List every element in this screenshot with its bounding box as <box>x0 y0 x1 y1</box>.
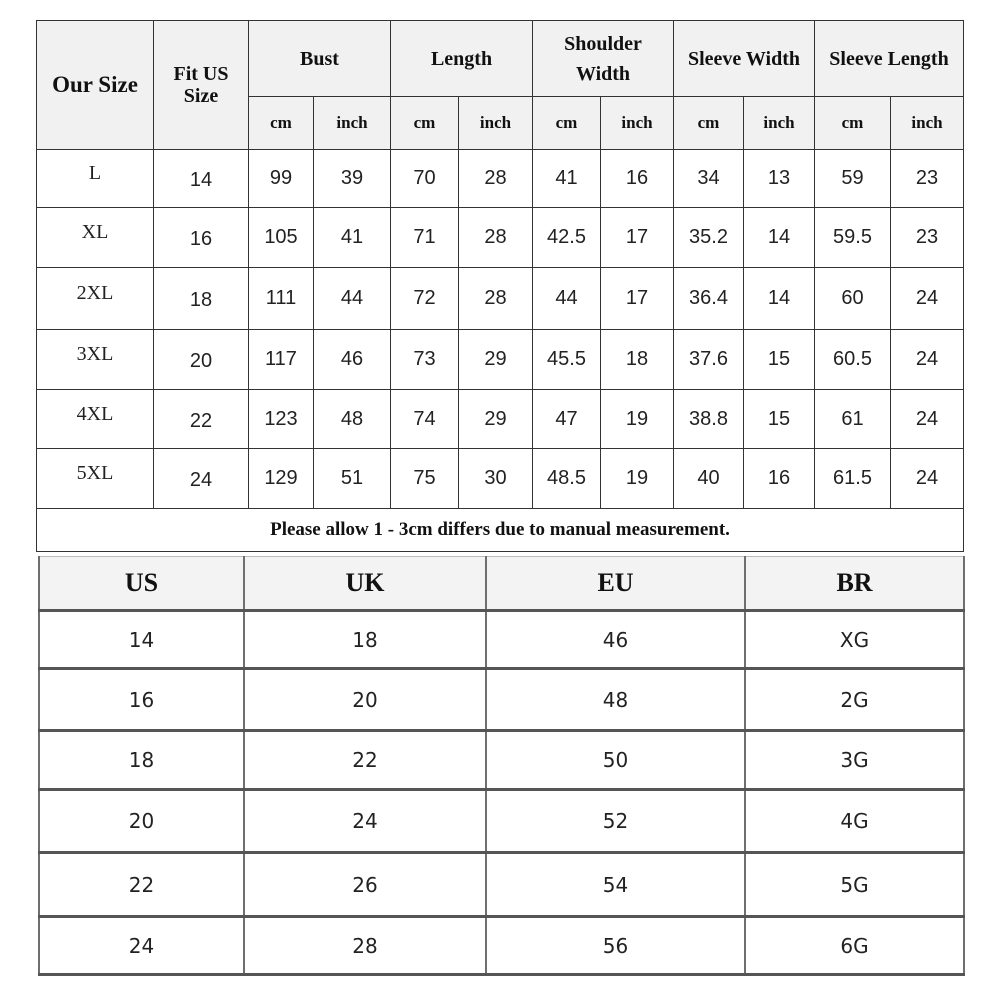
length-cm-header: cm <box>391 97 459 150</box>
fit-us-cell: 18 <box>154 268 249 330</box>
length-cm-cell: 72 <box>391 268 459 330</box>
br-cell: 2G <box>745 669 964 731</box>
length-cm-cell: 71 <box>391 208 459 268</box>
shoulder-header-line1: Shoulder <box>564 32 642 55</box>
us-cell: 20 <box>39 790 244 853</box>
us-header: US <box>39 557 244 611</box>
bust-header: Bust <box>249 21 391 97</box>
br-cell: 6G <box>745 917 964 975</box>
fit-us-cell: 14 <box>154 150 249 208</box>
table-row <box>37 449 964 509</box>
us-cell: 16 <box>39 669 244 731</box>
note-row <box>37 509 964 552</box>
length-inch-header: inch <box>459 97 533 150</box>
bust-inch-cell: 39 <box>314 150 391 208</box>
bust-cm-cell: 99 <box>249 150 314 208</box>
table-row <box>39 731 964 790</box>
size-label-cell: 3XL <box>37 330 154 390</box>
eu-cell: 56 <box>486 917 745 975</box>
size-chart-header <box>37 21 964 150</box>
sleeve-width-inch-cell: 14 <box>744 208 815 268</box>
sleeve-length-cm-header: cm <box>815 97 891 150</box>
sleeve-length-cm-cell: 60 <box>815 268 891 330</box>
sleeve-length-inch-cell: 24 <box>891 268 964 330</box>
uk-header: UK <box>244 557 486 611</box>
shoulder-inch-cell: 19 <box>601 449 674 509</box>
sleeve-length-inch-cell: 24 <box>891 330 964 390</box>
bust-cm-cell: 117 <box>249 330 314 390</box>
bust-cm-cell: 105 <box>249 208 314 268</box>
shoulder-inch-cell: 17 <box>601 268 674 330</box>
sleeve-length-cm-cell: 61 <box>815 390 891 449</box>
sleeve-length-cm-cell: 60.5 <box>815 330 891 390</box>
us-cell: 24 <box>39 917 244 975</box>
sleeve-width-header: Sleeve Width <box>674 21 815 97</box>
length-inch-cell: 28 <box>459 208 533 268</box>
sleeve-width-cm-header: cm <box>674 97 744 150</box>
shoulder-cm-cell: 42.5 <box>533 208 601 268</box>
size-label-cell: XL <box>37 208 154 268</box>
us-cell: 18 <box>39 731 244 790</box>
sleeve-length-inch-cell: 23 <box>891 150 964 208</box>
conversion-body <box>39 611 964 975</box>
shoulder-cm-cell: 41 <box>533 150 601 208</box>
table-row <box>39 669 964 731</box>
table-row <box>37 208 964 268</box>
size-conversion-table <box>38 556 965 976</box>
length-inch-cell: 30 <box>459 449 533 509</box>
uk-cell: 24 <box>244 790 486 853</box>
us-cell: 14 <box>39 611 244 669</box>
br-cell: XG <box>745 611 964 669</box>
shoulder-cm-header: cm <box>533 97 601 150</box>
bust-inch-cell: 44 <box>314 268 391 330</box>
shoulder-inch-cell: 17 <box>601 208 674 268</box>
length-cm-cell: 74 <box>391 390 459 449</box>
length-header: Length <box>391 21 533 97</box>
us-cell: 22 <box>39 853 244 917</box>
fit-us-cell: 20 <box>154 330 249 390</box>
bust-inch-cell: 48 <box>314 390 391 449</box>
uk-cell: 18 <box>244 611 486 669</box>
shoulder-inch-cell: 16 <box>601 150 674 208</box>
eu-cell: 48 <box>486 669 745 731</box>
bust-inch-cell: 51 <box>314 449 391 509</box>
length-cm-cell: 73 <box>391 330 459 390</box>
shoulder-inch-header: inch <box>601 97 674 150</box>
table-row <box>37 268 964 330</box>
sleeve-width-cm-cell: 37.6 <box>674 330 744 390</box>
shoulder-inch-cell: 19 <box>601 390 674 449</box>
bust-cm-header: cm <box>249 97 314 150</box>
fit-us-header-line2: Size <box>183 85 219 107</box>
sleeve-length-cm-cell: 59.5 <box>815 208 891 268</box>
br-cell: 4G <box>745 790 964 853</box>
shoulder-cm-cell: 47 <box>533 390 601 449</box>
shoulder-cm-cell: 44 <box>533 268 601 330</box>
size-chart-body <box>37 150 964 552</box>
bust-cm-cell: 111 <box>249 268 314 330</box>
table-row <box>37 150 964 208</box>
bust-cm-cell: 123 <box>249 390 314 449</box>
uk-cell: 20 <box>244 669 486 731</box>
sleeve-length-header: Sleeve Length <box>815 21 964 97</box>
table-row <box>39 917 964 975</box>
size-label-cell: L <box>37 150 154 208</box>
bust-cm-cell: 129 <box>249 449 314 509</box>
eu-cell: 46 <box>486 611 745 669</box>
sleeve-length-cm-cell: 59 <box>815 150 891 208</box>
bust-inch-header: inch <box>314 97 391 150</box>
fit-us-header-line1: Fit US <box>173 63 229 85</box>
length-inch-cell: 28 <box>459 268 533 330</box>
length-inch-cell: 29 <box>459 390 533 449</box>
shoulder-cm-cell: 48.5 <box>533 449 601 509</box>
length-inch-cell: 29 <box>459 330 533 390</box>
table-row <box>39 790 964 853</box>
size-label-cell: 5XL <box>37 449 154 509</box>
size-chart-table <box>36 20 964 552</box>
eu-cell: 54 <box>486 853 745 917</box>
shoulder-inch-cell: 18 <box>601 330 674 390</box>
table-row <box>37 390 964 449</box>
fit-us-cell: 22 <box>154 390 249 449</box>
br-cell: 3G <box>745 731 964 790</box>
length-inch-cell: 28 <box>459 150 533 208</box>
table-row <box>37 330 964 390</box>
sleeve-width-cm-cell: 36.4 <box>674 268 744 330</box>
eu-cell: 50 <box>486 731 745 790</box>
sleeve-width-inch-cell: 13 <box>744 150 815 208</box>
measurement-note: Please allow 1 - 3cm differs due to manual measurement. <box>37 509 964 552</box>
sleeve-length-inch-cell: 23 <box>891 208 964 268</box>
sleeve-width-inch-cell: 15 <box>744 330 815 390</box>
sleeve-length-cm-cell: 61.5 <box>815 449 891 509</box>
sleeve-width-inch-cell: 14 <box>744 268 815 330</box>
sleeve-width-cm-cell: 35.2 <box>674 208 744 268</box>
length-cm-cell: 70 <box>391 150 459 208</box>
fit-us-cell: 16 <box>154 208 249 268</box>
length-cm-cell: 75 <box>391 449 459 509</box>
sleeve-width-inch-cell: 16 <box>744 449 815 509</box>
sleeve-width-cm-cell: 38.8 <box>674 390 744 449</box>
size-label-cell: 4XL <box>37 390 154 449</box>
eu-header: EU <box>486 557 745 611</box>
shoulder-cm-cell: 45.5 <box>533 330 601 390</box>
sleeve-length-inch-header: inch <box>891 97 964 150</box>
sleeve-length-inch-cell: 24 <box>891 449 964 509</box>
shoulder-width-header <box>533 21 674 97</box>
eu-cell: 52 <box>486 790 745 853</box>
uk-cell: 22 <box>244 731 486 790</box>
sleeve-width-cm-cell: 40 <box>674 449 744 509</box>
fit-us-size-header <box>154 21 249 150</box>
sleeve-width-inch-header: inch <box>744 97 815 150</box>
bust-inch-cell: 46 <box>314 330 391 390</box>
br-cell: 5G <box>745 853 964 917</box>
table-row <box>39 611 964 669</box>
conversion-header <box>39 557 964 611</box>
sleeve-length-inch-cell: 24 <box>891 390 964 449</box>
uk-cell: 26 <box>244 853 486 917</box>
shoulder-header-line2: Width <box>575 62 631 85</box>
our-size-header: Our Size <box>37 21 154 150</box>
fit-us-cell: 24 <box>154 449 249 509</box>
size-label-cell: 2XL <box>37 268 154 330</box>
uk-cell: 28 <box>244 917 486 975</box>
sleeve-width-cm-cell: 34 <box>674 150 744 208</box>
br-header: BR <box>745 557 964 611</box>
bust-inch-cell: 41 <box>314 208 391 268</box>
sleeve-width-inch-cell: 15 <box>744 390 815 449</box>
table-row <box>39 853 964 917</box>
